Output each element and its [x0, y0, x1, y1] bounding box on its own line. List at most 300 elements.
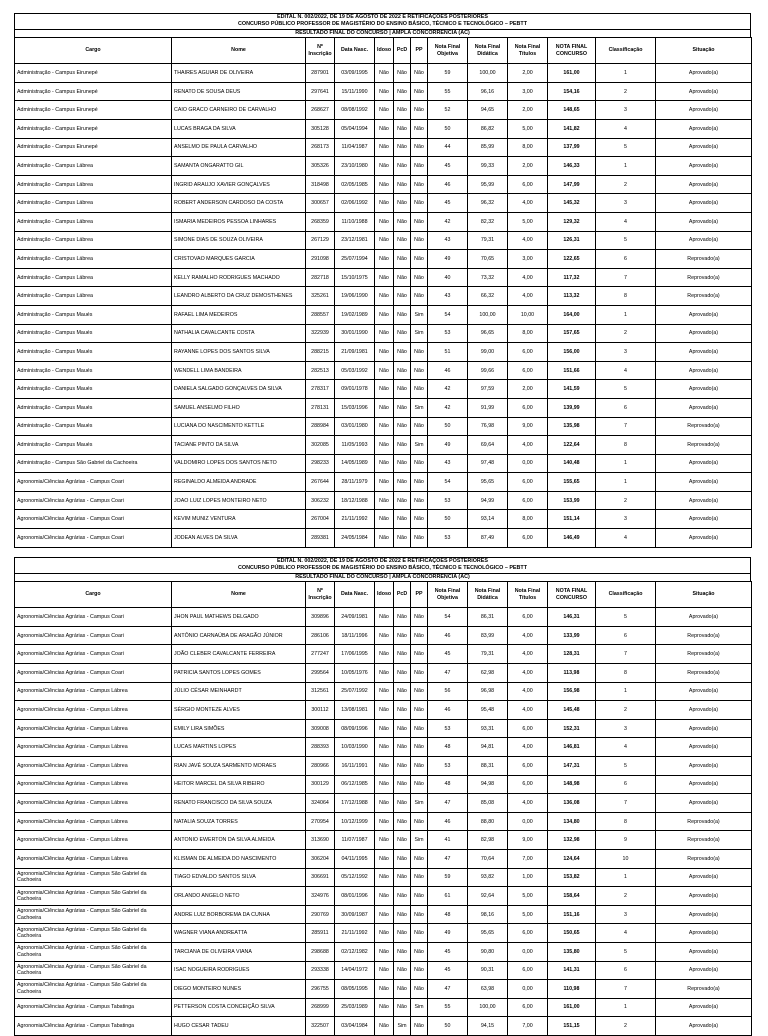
cargo-cell: Agronomia/Ciências Agrárias - Campus São Gabriel da Cachoeira — [15, 961, 172, 980]
pp-cell: Não — [411, 138, 428, 157]
idoso-cell: Não — [375, 961, 394, 980]
nome-cell: ANTONIO EWERTON DA SILVA ALMEIDA — [172, 831, 306, 850]
results-table — [14, 37, 752, 547]
pcd-cell: Não — [394, 961, 411, 980]
data-nasc-cell: 17/06/1995 — [335, 645, 375, 664]
table-row — [15, 701, 752, 720]
pcd-cell: Não — [394, 157, 411, 176]
nota-didatica-cell: 93,31 — [468, 719, 508, 738]
data-nasc-cell: 05/12/1992 — [335, 868, 375, 887]
nota-titulos-cell: 6,00 — [508, 756, 548, 775]
situacao-cell: Aprovado(a) — [656, 305, 752, 324]
classificacao-cell: 3 — [596, 194, 656, 213]
nota-final-cell: 128,31 — [548, 645, 596, 664]
situacao-cell: Reprovado(a) — [656, 287, 752, 306]
data-nasc-cell: 25/07/1992 — [335, 682, 375, 701]
classificacao-cell: 7 — [596, 268, 656, 287]
pp-cell: Sim — [411, 794, 428, 813]
idoso-cell: Não — [375, 64, 394, 83]
col-nome-header: Nome — [172, 582, 306, 608]
nota-titulos-cell: 5,00 — [508, 120, 548, 139]
nome-cell: JHON PAUL MATHEWS DELGADO — [172, 608, 306, 627]
situacao-cell: Reprovado(a) — [656, 268, 752, 287]
inscricao-cell: 282513 — [306, 361, 335, 380]
nota-titulos-cell: 6,00 — [508, 998, 548, 1017]
classificacao-cell: 2 — [596, 701, 656, 720]
nota-didatica-cell: 94,65 — [468, 101, 508, 120]
data-nasc-cell: 09/01/1978 — [335, 380, 375, 399]
cargo-cell: Agronomia/Ciências Agrárias - Campus Coari — [15, 473, 172, 492]
pp-cell: Não — [411, 454, 428, 473]
data-nasc-cell: 18/12/1988 — [335, 491, 375, 510]
inscricao-cell: 305128 — [306, 120, 335, 139]
situacao-cell: Aprovado(a) — [656, 343, 752, 362]
nota-objetiva-cell: 50 — [428, 1017, 468, 1036]
inscricao-cell: 288984 — [306, 417, 335, 436]
idoso-cell: Não — [375, 120, 394, 139]
nota-didatica-cell: 88,31 — [468, 756, 508, 775]
pcd-cell: Não — [394, 175, 411, 194]
classificacao-cell: 1 — [596, 305, 656, 324]
nota-final-cell: 156,00 — [548, 343, 596, 362]
nota-final-cell: 151,15 — [548, 1017, 596, 1036]
table-row — [15, 645, 752, 664]
data-nasc-cell: 17/12/1988 — [335, 794, 375, 813]
nome-cell: ORLANDO ANGELO NETO — [172, 887, 306, 906]
nota-objetiva-cell: 43 — [428, 454, 468, 473]
classificacao-cell: 5 — [596, 231, 656, 250]
nome-cell: SÉRGIO MONTEZE ALVES — [172, 701, 306, 720]
table-row — [15, 794, 752, 813]
classificacao-cell: 7 — [596, 794, 656, 813]
pp-cell: Sim — [411, 998, 428, 1017]
data-nasc-cell: 10/05/1976 — [335, 664, 375, 683]
classificacao-cell: 5 — [596, 942, 656, 961]
table-header-row — [15, 582, 752, 608]
table-row — [15, 1017, 752, 1036]
classificacao-cell: 7 — [596, 417, 656, 436]
nota-titulos-cell: 1,00 — [508, 868, 548, 887]
nota-objetiva-cell: 55 — [428, 998, 468, 1017]
nota-objetiva-cell: 55 — [428, 82, 468, 101]
pcd-cell: Não — [394, 101, 411, 120]
inscricao-cell: 300112 — [306, 701, 335, 720]
nota-didatica-cell: 95,48 — [468, 701, 508, 720]
inscricao-cell: 277247 — [306, 645, 335, 664]
classificacao-cell: 8 — [596, 664, 656, 683]
nota-final-cell: 137,99 — [548, 138, 596, 157]
cargo-cell: Administração - Campus Lábrea — [15, 194, 172, 213]
nota-final-cell: 151,16 — [548, 905, 596, 924]
idoso-cell: Não — [375, 473, 394, 492]
data-nasc-cell: 08/01/1996 — [335, 887, 375, 906]
nome-cell: TIAGO EDVALDO SANTOS SILVA — [172, 868, 306, 887]
pcd-cell: Não — [394, 138, 411, 157]
idoso-cell: Não — [375, 417, 394, 436]
pp-cell: Não — [411, 529, 428, 548]
pp-cell: Não — [411, 682, 428, 701]
nota-objetiva-cell: 50 — [428, 120, 468, 139]
nome-cell: PETTERSON COSTA CONCEIÇÃO SILVA — [172, 998, 306, 1017]
pcd-cell: Não — [394, 682, 411, 701]
inscricao-cell: 288393 — [306, 738, 335, 757]
pcd-cell: Não — [394, 436, 411, 455]
table-header-row — [15, 38, 752, 64]
situacao-cell: Reprovado(a) — [656, 980, 752, 999]
pp-cell: Não — [411, 738, 428, 757]
classificacao-cell: 1 — [596, 682, 656, 701]
cargo-cell: Agronomia/Ciências Agrárias - Campus São Gabriel da Cachoeira — [15, 924, 172, 943]
situacao-cell: Reprovado(a) — [656, 664, 752, 683]
nota-didatica-cell: 86,82 — [468, 120, 508, 139]
nota-didatica-cell: 94,81 — [468, 738, 508, 757]
nota-didatica-cell: 76,98 — [468, 417, 508, 436]
cargo-cell: Agronomia/Ciências Agrárias - Campus Lábrea — [15, 701, 172, 720]
data-nasc-cell: 28/11/1979 — [335, 473, 375, 492]
inscricao-cell: 312561 — [306, 682, 335, 701]
cargo-cell: Administração - Campus Lábrea — [15, 250, 172, 269]
nota-final-cell: 155,65 — [548, 473, 596, 492]
nome-cell: LEANDRO ALBERTO DA CRUZ DEMOSTHENES — [172, 287, 306, 306]
situacao-cell: Aprovado(a) — [656, 719, 752, 738]
col-nota-objetiva-header: Nota Final Objetiva — [428, 38, 468, 64]
nota-didatica-cell: 97,59 — [468, 380, 508, 399]
idoso-cell: Não — [375, 101, 394, 120]
nota-objetiva-cell: 42 — [428, 212, 468, 231]
data-nasc-cell: 06/12/1985 — [335, 775, 375, 794]
pp-cell: Não — [411, 473, 428, 492]
idoso-cell: Não — [375, 980, 394, 999]
nome-cell: ROBERT ANDERSON CARDOSO DA COSTA — [172, 194, 306, 213]
classificacao-cell: 8 — [596, 812, 656, 831]
col-nota-titulos-header: Nota Final Títulos — [508, 582, 548, 608]
nota-didatica-cell: 87,49 — [468, 529, 508, 548]
table-row — [15, 101, 752, 120]
nome-cell: SAMUEL ANSELMO FILHO — [172, 398, 306, 417]
header-edital: EDITAL N. 002/2022, DE 19 DE AGOSTO DE 2022 E RETIFICAÇÕES POSTERIORES — [277, 14, 488, 20]
table-row — [15, 980, 752, 999]
nome-cell: KEVIM MUNIZ VENTURA — [172, 510, 306, 529]
nota-objetiva-cell: 47 — [428, 849, 468, 868]
pp-cell: Não — [411, 82, 428, 101]
nota-titulos-cell: 7,00 — [508, 849, 548, 868]
nota-didatica-cell: 100,00 — [468, 998, 508, 1017]
idoso-cell: Não — [375, 194, 394, 213]
table-row — [15, 287, 752, 306]
classificacao-cell: 4 — [596, 738, 656, 757]
nota-final-cell: 110,98 — [548, 980, 596, 999]
idoso-cell: Não — [375, 868, 394, 887]
col-situacao-header: Situação — [656, 38, 752, 64]
idoso-cell: Não — [375, 175, 394, 194]
table-row — [15, 436, 752, 455]
cargo-cell: Administração - Campus Lábrea — [15, 231, 172, 250]
inscricao-cell: 298233 — [306, 454, 335, 473]
data-nasc-cell: 21/09/1981 — [335, 343, 375, 362]
pcd-cell: Não — [394, 361, 411, 380]
pp-cell: Não — [411, 905, 428, 924]
idoso-cell: Não — [375, 738, 394, 757]
cargo-cell: Administração - Campus São Gabriel da Cachoeira — [15, 454, 172, 473]
table-row — [15, 529, 752, 548]
table-row — [15, 510, 752, 529]
table-row — [15, 343, 752, 362]
data-nasc-cell: 15/10/1975 — [335, 268, 375, 287]
pcd-cell: Não — [394, 794, 411, 813]
classificacao-cell: 5 — [596, 380, 656, 399]
classificacao-cell: 3 — [596, 343, 656, 362]
nota-titulos-cell: 5,00 — [508, 887, 548, 906]
classificacao-cell: 2 — [596, 175, 656, 194]
table-row — [15, 380, 752, 399]
pp-cell: Não — [411, 120, 428, 139]
cargo-cell: Administração - Campus Maués — [15, 417, 172, 436]
data-nasc-cell: 08/08/1992 — [335, 101, 375, 120]
cargo-cell: Administração - Campus Lábrea — [15, 175, 172, 194]
pcd-cell: Sim — [394, 1017, 411, 1036]
classificacao-cell: 1 — [596, 998, 656, 1017]
classificacao-cell: 5 — [596, 138, 656, 157]
nota-final-cell: 146,33 — [548, 157, 596, 176]
cargo-cell: Administração - Campus Lábrea — [15, 212, 172, 231]
inscricao-cell: 286106 — [306, 626, 335, 645]
classificacao-cell: 3 — [596, 101, 656, 120]
pcd-cell: Não — [394, 212, 411, 231]
data-nasc-cell: 30/09/1987 — [335, 905, 375, 924]
nome-cell: KELLY RAMALHO RODRIGUES MACHADO — [172, 268, 306, 287]
table-row — [15, 682, 752, 701]
header-edital: EDITAL N. 002/2022, DE 19 DE AGOSTO DE 2022 E RETIFICAÇÕES POSTERIORES — [277, 558, 488, 564]
data-nasc-cell: 10/03/1990 — [335, 738, 375, 757]
inscricao-cell: 306691 — [306, 868, 335, 887]
cargo-cell: Agronomia/Ciências Agrárias - Campus Lábrea — [15, 756, 172, 775]
nome-cell: RENATO DE SOUSA DEUS — [172, 82, 306, 101]
nome-cell: ISMARIA MEDEIROS PESSOA LINHARES — [172, 212, 306, 231]
inscricao-cell: 322939 — [306, 324, 335, 343]
idoso-cell: Não — [375, 794, 394, 813]
idoso-cell: Não — [375, 324, 394, 343]
cargo-cell: Agronomia/Ciências Agrárias - Campus São Gabriel da Cachoeira — [15, 942, 172, 961]
nota-titulos-cell: 6,00 — [508, 961, 548, 980]
data-nasc-cell: 11/05/1993 — [335, 436, 375, 455]
nota-titulos-cell: 0,00 — [508, 980, 548, 999]
nota-titulos-cell: 0,00 — [508, 454, 548, 473]
situacao-cell: Aprovado(a) — [656, 361, 752, 380]
nota-objetiva-cell: 47 — [428, 980, 468, 999]
situacao-cell: Aprovado(a) — [656, 194, 752, 213]
table-row — [15, 454, 752, 473]
classificacao-cell: 1 — [596, 868, 656, 887]
nome-cell: JODEAN ALVES DA SILVA — [172, 529, 306, 548]
table-row — [15, 398, 752, 417]
nota-final-cell: 145,32 — [548, 194, 596, 213]
situacao-cell: Reprovado(a) — [656, 645, 752, 664]
nota-final-cell: 139,99 — [548, 398, 596, 417]
nota-objetiva-cell: 48 — [428, 738, 468, 757]
pp-cell: Não — [411, 268, 428, 287]
inscricao-cell: 268359 — [306, 212, 335, 231]
inscricao-cell: 302085 — [306, 436, 335, 455]
classificacao-cell: 9 — [596, 831, 656, 850]
nota-didatica-cell: 95,65 — [468, 473, 508, 492]
pp-cell: Não — [411, 194, 428, 213]
inscricao-cell: 297641 — [306, 82, 335, 101]
inscricao-cell: 291098 — [306, 250, 335, 269]
idoso-cell: Não — [375, 436, 394, 455]
data-nasc-cell: 21/11/1992 — [335, 510, 375, 529]
nota-didatica-cell: 66,32 — [468, 287, 508, 306]
classificacao-cell: 3 — [596, 905, 656, 924]
nota-titulos-cell: 4,00 — [508, 436, 548, 455]
table-row — [15, 64, 752, 83]
cargo-cell: Agronomia/Ciências Agrárias - Campus São Gabriel da Cachoeira — [15, 868, 172, 887]
nota-objetiva-cell: 61 — [428, 887, 468, 906]
cargo-cell: Agronomia/Ciências Agrárias - Campus Coari — [15, 626, 172, 645]
pp-cell: Não — [411, 924, 428, 943]
nota-objetiva-cell: 48 — [428, 775, 468, 794]
table-row — [15, 82, 752, 101]
cargo-cell: Agronomia/Ciências Agrárias - Campus Lábrea — [15, 682, 172, 701]
nome-cell: CRISTOVAO MARQUES GARCIA — [172, 250, 306, 269]
idoso-cell: Não — [375, 626, 394, 645]
nota-titulos-cell: 8,00 — [508, 138, 548, 157]
nota-didatica-cell: 82,32 — [468, 212, 508, 231]
idoso-cell: Não — [375, 682, 394, 701]
idoso-cell: Não — [375, 491, 394, 510]
nota-final-cell: 133,99 — [548, 626, 596, 645]
inscricao-cell: 268627 — [306, 101, 335, 120]
cargo-cell: Administração - Campus Eirunepé — [15, 138, 172, 157]
table-row — [15, 175, 752, 194]
pp-cell: Não — [411, 64, 428, 83]
table-row — [15, 608, 752, 627]
classificacao-cell: 2 — [596, 82, 656, 101]
inscricao-cell: 267644 — [306, 473, 335, 492]
idoso-cell: Não — [375, 849, 394, 868]
cargo-cell: Administração - Campus Lábrea — [15, 268, 172, 287]
pcd-cell: Não — [394, 831, 411, 850]
cargo-cell: Agronomia/Ciências Agrárias - Campus Coari — [15, 510, 172, 529]
idoso-cell: Não — [375, 756, 394, 775]
table-row — [15, 831, 752, 850]
inscricao-cell: 287901 — [306, 64, 335, 83]
inscricao-cell: 293338 — [306, 961, 335, 980]
situacao-cell: Reprovado(a) — [656, 831, 752, 850]
inscricao-cell: 298688 — [306, 942, 335, 961]
nota-objetiva-cell: 48 — [428, 905, 468, 924]
pp-cell: Não — [411, 287, 428, 306]
nota-titulos-cell: 4,00 — [508, 664, 548, 683]
idoso-cell: Não — [375, 701, 394, 720]
nota-final-cell: 156,98 — [548, 682, 596, 701]
nota-objetiva-cell: 49 — [428, 436, 468, 455]
nota-objetiva-cell: 53 — [428, 529, 468, 548]
table-row — [15, 157, 752, 176]
data-nasc-cell: 02/06/1992 — [335, 194, 375, 213]
nota-didatica-cell: 88,80 — [468, 812, 508, 831]
pcd-cell: Não — [394, 473, 411, 492]
pp-cell: Sim — [411, 436, 428, 455]
table-row — [15, 417, 752, 436]
situacao-cell: Aprovado(a) — [656, 905, 752, 924]
pcd-cell: Não — [394, 645, 411, 664]
pcd-cell: Não — [394, 268, 411, 287]
nota-final-cell: 161,00 — [548, 64, 596, 83]
nota-objetiva-cell: 45 — [428, 961, 468, 980]
table-row — [15, 268, 752, 287]
pcd-cell: Não — [394, 608, 411, 627]
nota-objetiva-cell: 46 — [428, 812, 468, 831]
idoso-cell: Não — [375, 138, 394, 157]
data-nasc-cell: 24/09/1981 — [335, 608, 375, 627]
table-row — [15, 924, 752, 943]
classificacao-cell: 6 — [596, 250, 656, 269]
pp-cell: Não — [411, 775, 428, 794]
table-row — [15, 491, 752, 510]
classificacao-cell: 6 — [596, 961, 656, 980]
data-nasc-cell: 11/07/1987 — [335, 831, 375, 850]
inscricao-cell: 282718 — [306, 268, 335, 287]
nota-final-cell: 126,31 — [548, 231, 596, 250]
nota-objetiva-cell: 44 — [428, 138, 468, 157]
nota-objetiva-cell: 45 — [428, 645, 468, 664]
nota-final-cell: 141,59 — [548, 380, 596, 399]
inscricao-cell: 318498 — [306, 175, 335, 194]
cargo-cell: Agronomia/Ciências Agrárias - Campus Lábrea — [15, 794, 172, 813]
data-nasc-cell: 14/05/1989 — [335, 454, 375, 473]
inscricao-cell: 309896 — [306, 608, 335, 627]
inscricao-cell: 267129 — [306, 231, 335, 250]
inscricao-cell: 325261 — [306, 287, 335, 306]
pcd-cell: Não — [394, 775, 411, 794]
cargo-cell: Agronomia/Ciências Agrárias - Campus São Gabriel da Cachoeira — [15, 887, 172, 906]
nota-didatica-cell: 86,31 — [468, 608, 508, 627]
nota-titulos-cell: 6,00 — [508, 775, 548, 794]
situacao-cell: Aprovado(a) — [656, 529, 752, 548]
nota-objetiva-cell: 46 — [428, 626, 468, 645]
pp-cell: Não — [411, 1017, 428, 1036]
nota-didatica-cell: 93,82 — [468, 868, 508, 887]
inscricao-cell: 300129 — [306, 775, 335, 794]
situacao-cell: Aprovado(a) — [656, 961, 752, 980]
nota-objetiva-cell: 46 — [428, 361, 468, 380]
inscricao-cell: 324064 — [306, 794, 335, 813]
nota-final-cell: 161,00 — [548, 998, 596, 1017]
nota-objetiva-cell: 59 — [428, 64, 468, 83]
classificacao-cell: 1 — [596, 473, 656, 492]
inscricao-cell: 268173 — [306, 138, 335, 157]
table-row — [15, 361, 752, 380]
table-row — [15, 664, 752, 683]
pp-cell: Não — [411, 756, 428, 775]
pcd-cell: Não — [394, 510, 411, 529]
situacao-cell: Reprovado(a) — [656, 812, 752, 831]
pp-cell: Sim — [411, 305, 428, 324]
table-row — [15, 231, 752, 250]
inscricao-cell: 306232 — [306, 491, 335, 510]
nota-titulos-cell: 4,00 — [508, 738, 548, 757]
nota-final-cell: 135,80 — [548, 942, 596, 961]
col-nota-titulos-header: Nota Final Títulos — [508, 38, 548, 64]
nota-didatica-cell: 96,65 — [468, 324, 508, 343]
table-row — [15, 812, 752, 831]
col-nota-objetiva-header: Nota Final Objetiva — [428, 582, 468, 608]
header-concurso: CONCURSO PÚBLICO PROFESSOR DE MAGISTÉRIO DO ENSINO BÁSICO, TÉCNICO E TECNOLÓGICO – PEBTT — [237, 565, 528, 572]
nota-didatica-cell: 70,65 — [468, 250, 508, 269]
nota-didatica-cell: 79,31 — [468, 645, 508, 664]
pp-cell: Não — [411, 868, 428, 887]
nota-titulos-cell: 6,00 — [508, 361, 548, 380]
